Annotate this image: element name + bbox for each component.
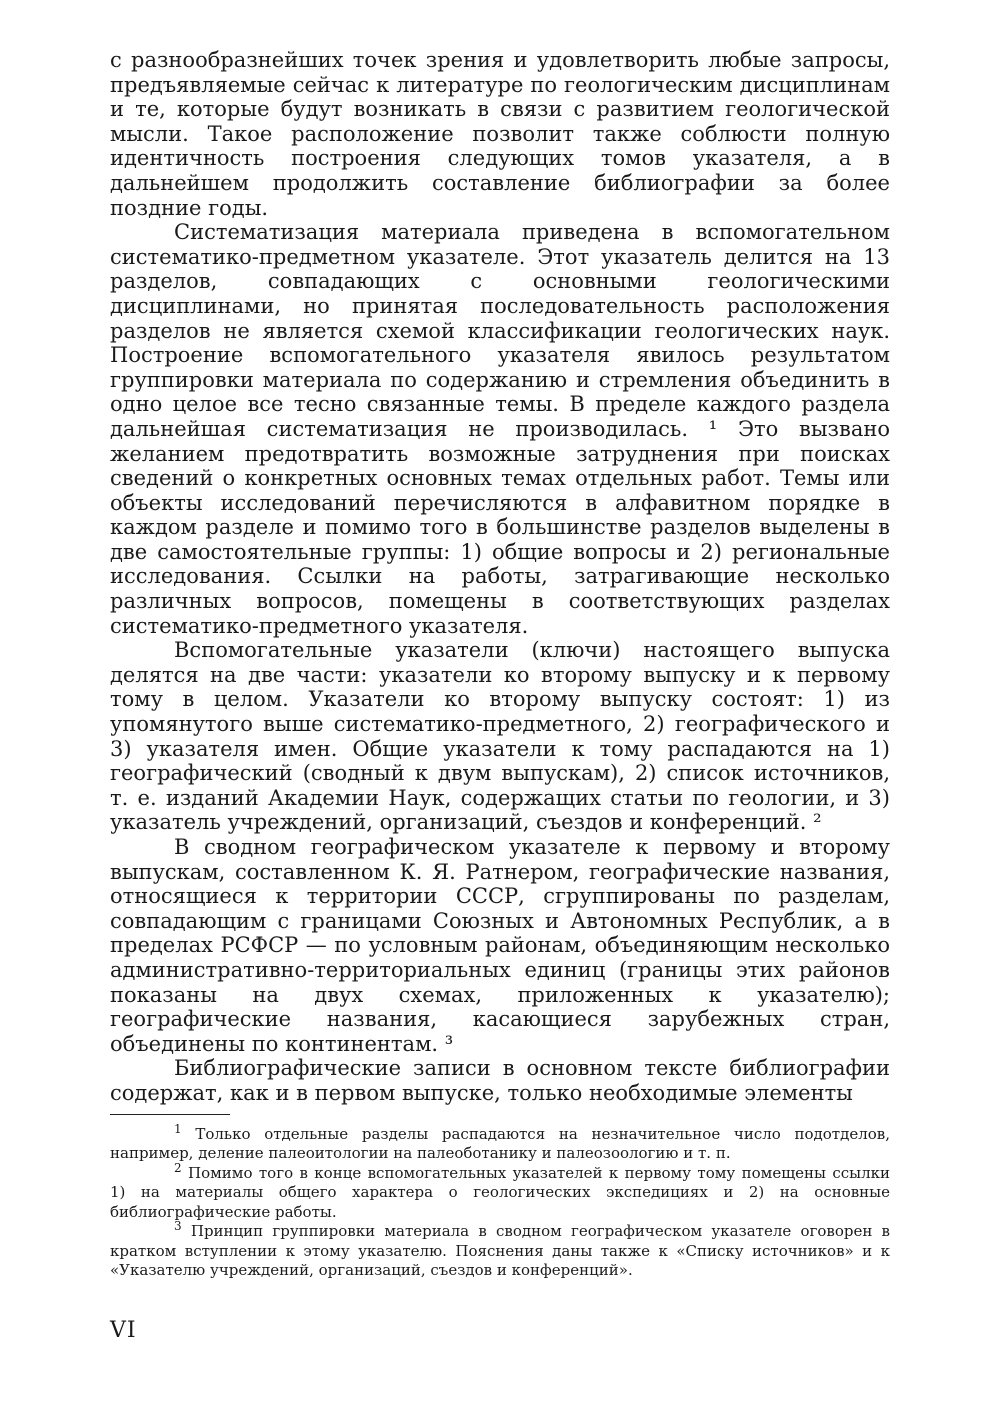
footnote-mark-3: 3: [174, 1219, 182, 1234]
footnote-text-3: Принцип группировки материала в сводном географическом указателе оговорен в кратком вступлении к этому указателю. Пояснения даны также к «Списку источников» и к «Указателю учреждений, организаций, съездов и конференций».: [110, 1222, 890, 1280]
footnote-3: [110, 1219, 890, 1281]
footnote-mark-2: 2: [174, 1160, 182, 1175]
footnote-1: [110, 1121, 890, 1164]
paragraph-4: В сводном географическом указателе к первому и второму выпускам, составленном К. Я. Ратнером, географические названия, относящиеся к территории СССР, сгруппированы по разделам, совпадающим с границами Союзных и Автономных Республик, а в пределах РСФСР — по условным районам, объединяющим несколько административно-территориальных единиц (границы этих районов показаны на двух схемах, приложенных к указателю); географические названия, касающиеся зарубежных стран, объединены по континентам. ³: [110, 835, 890, 1056]
footnote-text-1: Только отдельные разделы распадаются на незначительное число подотделов, например, деление палеоитологии на палеоботанику и палеозоологию и т. п.: [110, 1124, 890, 1163]
paragraph-1: с разнообразнейших точек зрения и удовлетворить любые запросы, предъявляемые сейчас к литературе по геологическим дисциплинам и те, которые будут возникать в связи с развитием геологической мысли. Такое расположение позволит также соблюсти полную идентичность построения следующих томов указателя, а в дальнейшем продолжить составление библиографии за более поздние годы.: [110, 48, 890, 220]
paragraph-3: Вспомогательные указатели (ключи) настоящего выпуска делятся на две части: указатели ко второму выпуску и к первому тому в целом. Указатели ко второму выпуску состоят: 1) из упомянутого выше систематико-предметного, 2) географического и 3) указателя имен. Общие указатели к тому распадаются на 1) географический (сводный к двум выпускам), 2) список источников, т. е. изданий Академии Наук, содержащих статьи по геологии, и 3) указатель учреждений, организаций, съездов и конференций. ²: [110, 638, 890, 835]
footnote-mark-1: 1: [174, 1121, 182, 1136]
page-content: [110, 48, 890, 1388]
paragraph-5: Библиографические записи в основном тексте библиографии содержат, как и в первом выпуске, только необходимые элементы: [110, 1056, 890, 1105]
footnote-text-2: Помимо того в конце вспомогательных указателей к первому тому помещены ссылки 1) на материалы общего характера о геологических экспедициях и 2) на основные библиографические работы.: [110, 1163, 890, 1221]
page-number: VI: [110, 1318, 137, 1343]
footnote-divider: [110, 1114, 230, 1115]
paragraph-2: Систематизация материала приведена в вспомогательном систематико-предметном указателе. Этот указатель делится на 13 разделов, совпадающих с основными геологическими дисциплинами, но принятая последовательность расположения разделов не является схемой классификации геологических наук. Построение вспомогательного указателя явилось результатом группировки материала по содержанию и стремления объединить в одно целое все тесно связанные темы. В пределе каждого раздела дальнейшая систематизация не производилась. ¹ Это вызвано желанием предотвратить возможные затруднения при поисках сведений о конкретных основных темах отдельных работ. Темы или объекты исследований перечисляются в алфавитном порядке в каждом разделе и помимо того в большинстве разделов выделены в две самостоятельные группы: 1) общие вопросы и 2) региональные исследования. Ссылки на работы, затрагивающие несколько различных вопросов, помещены в соответствующих разделах систематико-предметного указателя.: [110, 220, 890, 638]
footnote-2: [110, 1160, 890, 1223]
